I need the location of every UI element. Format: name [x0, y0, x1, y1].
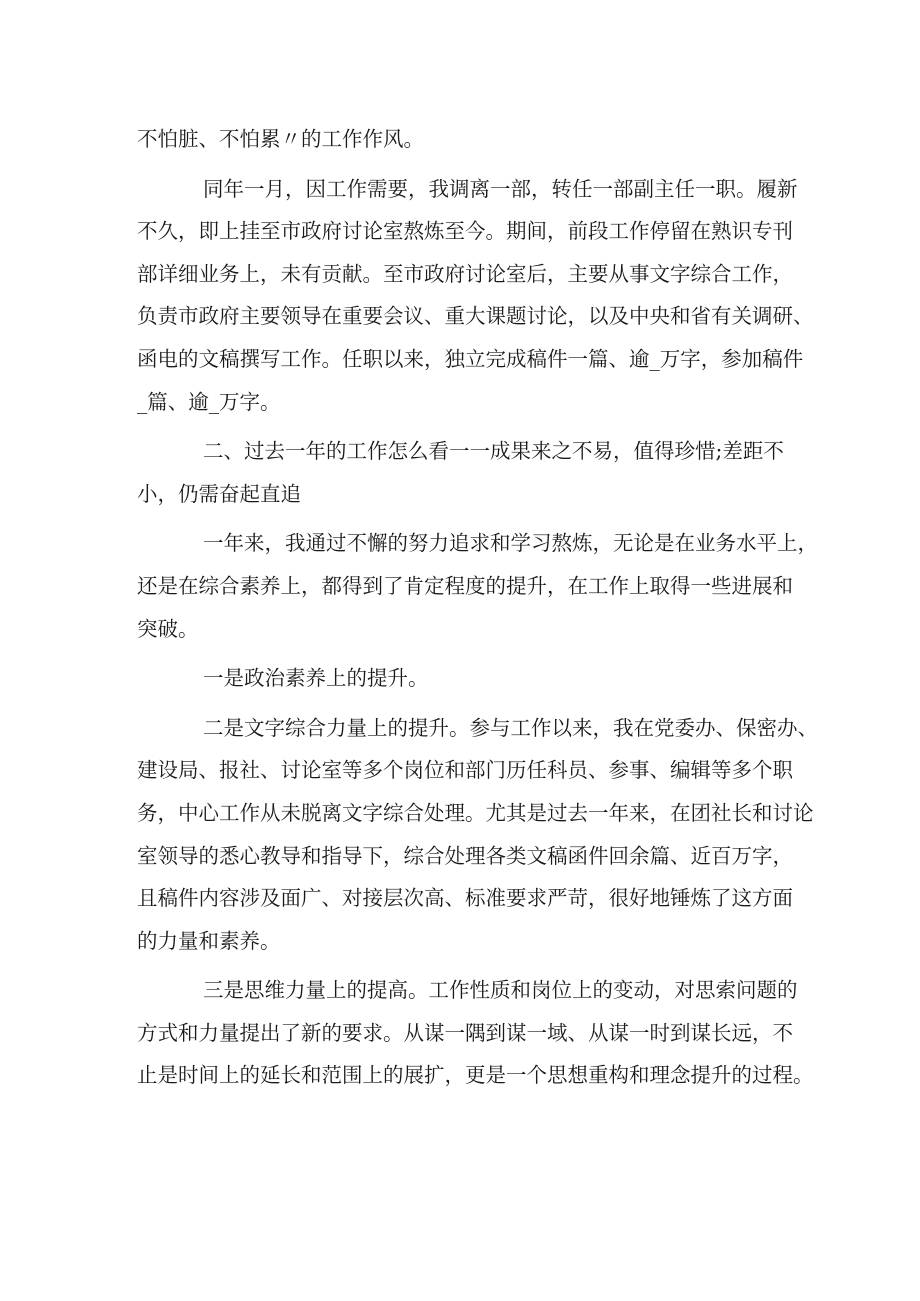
paragraph-gap	[137, 700, 797, 707]
document-line: 方式和力量提出了新的要求。从谋一隅到谋一域、从谋一时到谋长远，不	[137, 1020, 793, 1045]
document-line: 小，仍需奋起直追	[137, 481, 301, 506]
paragraph-gap	[137, 515, 797, 522]
paragraph-gap	[137, 650, 797, 657]
document-line: 止是时间上的延长和范围上的展扩，更是一个思想重构和理念提升的过程。	[137, 1063, 814, 1088]
document-line: 部详细业务上，未有贡献。至市政府讨论室后，主要从事文字综合工作，	[137, 261, 793, 286]
document-line: 的力量和素养。	[137, 928, 281, 953]
document-line: 务，中心工作从未脱离文字综合处理。尤其是过去一年来，在团社长和讨论	[137, 800, 814, 825]
document-line: 函电的文稿撰写工作。任职以来，独立完成稿件一篇、逾_万字，参加稿件	[137, 346, 804, 371]
document-line: 一年来，我通过不懈的努力追求和学习熬炼，无论是在业务水平上，	[203, 531, 818, 556]
document-line: _篇、逾_万字。	[137, 389, 281, 414]
document-line: 还是在综合素养上，都得到了肯定程度的提升，在工作上取得一些进展和	[137, 573, 793, 598]
document-line: 且稿件内容涉及面广、对接层次高、标准要求严苛，很好地锤炼了这方面	[137, 886, 793, 911]
document-line: 三是思维力量上的提高。工作性质和岗位上的变动，对思索问题的	[203, 978, 798, 1003]
document-line: 建设局、报社、讨论室等多个岗位和部门历任科员、参事、编辑等多个职	[137, 758, 793, 783]
document-line: 二是文字综合力量上的提升。参与工作以来，我在党委办、保密办、	[203, 715, 818, 740]
paragraph-gap	[137, 423, 797, 430]
document-line: 一是政治素养上的提升。	[203, 666, 429, 691]
document-line: 突破。	[137, 616, 199, 641]
document-line: 不久，即上挂至市政府讨论室熬炼至今。期间，前段工作停留在熟识专刊	[137, 219, 793, 244]
document-line: 室领导的悉心教导和指导下，综合处理各类文稿函件回余篇、近百万字，	[137, 843, 793, 868]
paragraph-gap	[137, 161, 797, 168]
paragraph-gap	[137, 962, 797, 969]
document-line: 同年一月，因工作需要，我调离一部，转任一部副主任一职。履新	[203, 176, 798, 201]
document-body	[137, 118, 818, 1097]
document-line: 二、过去一年的工作怎么看一一成果来之不易，值得珍惜;差距不	[203, 439, 784, 464]
document-line: 不怕脏、不怕累〃的工作作风。	[137, 127, 424, 151]
document-line: 负责市政府主要领导在重要会议、重大课题讨论，以及中央和省有关调研、	[137, 304, 814, 329]
